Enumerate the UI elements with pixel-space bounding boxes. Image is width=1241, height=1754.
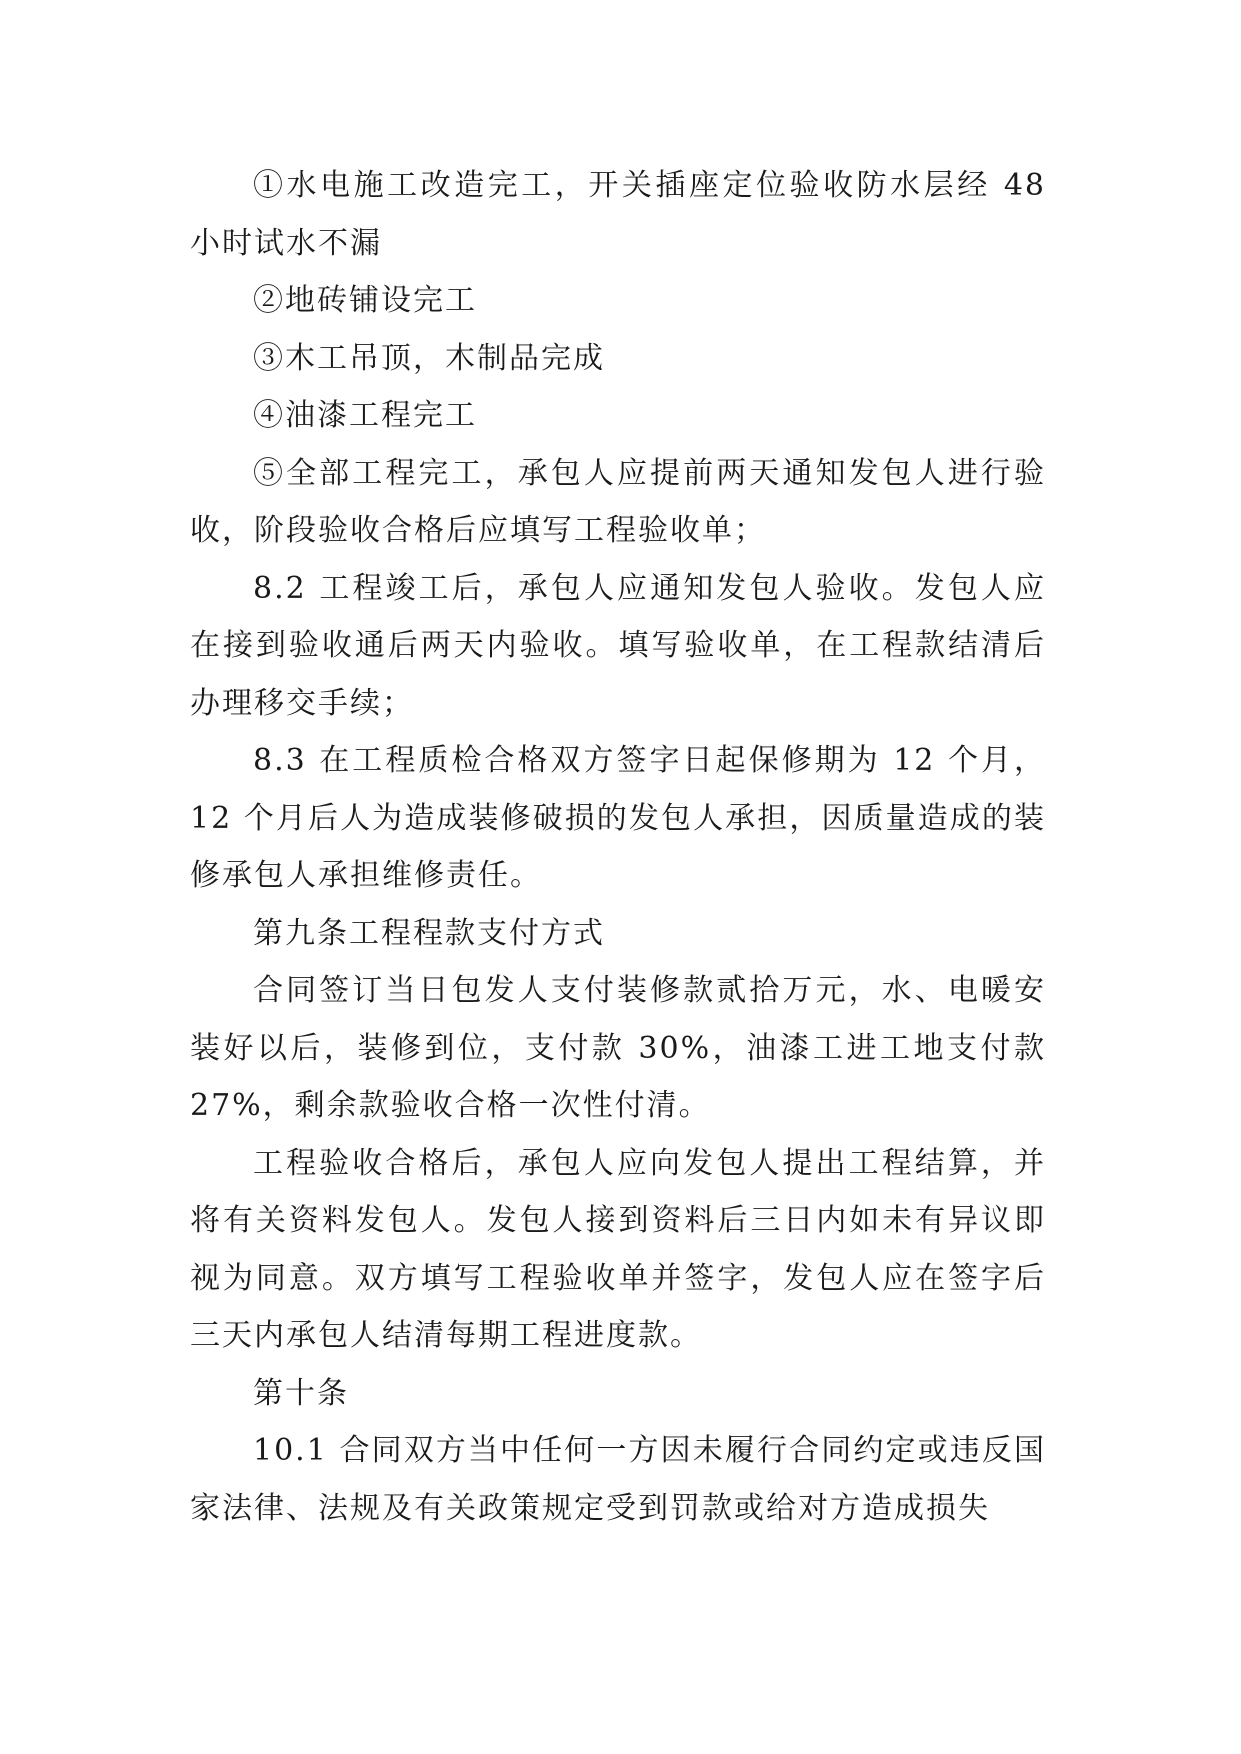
clause-10-1: 10.1 合同双方当中任何一方因未履行合同约定或违反国家法律、法规及有关政策规定受到罚款或给对方造成损失 — [190, 1433, 1046, 1526]
settlement-paragraph: 工程验收合格后，承包人应向发包人提出工程结算，并将有关资料发包人。发包人接到资料后三日内如未有异议即视为同意。双方填写工程验收单并签字，发包人应在签字后三天内承包人结清每期工程进度款。 — [190, 1145, 1046, 1353]
payment-terms-paragraph: 合同签订当日包发人支付装修款贰拾万元，水、电暖安装好以后，装修到位，支付款 30%，油漆工进工地支付款 27%，剩余款验收合格一次性付清。 — [190, 973, 1046, 1123]
paragraph-item-2: ②地砖铺设完工 — [253, 283, 477, 318]
clause-8-2: 8.2 工程竣工后，承包人应通知发包人验收。发包人应在接到验收通后两天内验收。填写验收单，在工程款结清后办理移交手续； — [190, 570, 1046, 721]
paragraph-item-4: ④油漆工程完工 — [253, 398, 477, 433]
clause-8-3: 8.3 在工程质检合格双方签字日起保修期为 12 个月，12 个月后人为造成装修破损的发包人承担，因质量造成的装修承包人承担维修责任。 — [190, 743, 1046, 893]
document-body — [190, 157, 1046, 1537]
paragraph-item-1: ①水电施工改造完工，开关插座定位验收防水层经 48 小时试水不漏 — [190, 168, 1046, 261]
paragraph-item-5: ⑤全部工程完工，承包人应提前两天通知发包人进行验收，阶段验收合格后应填写工程验收单； — [190, 455, 1046, 548]
paragraph-item-3: ③木工吊顶，木制品完成 — [253, 340, 605, 376]
article-10-heading: 第十条 — [253, 1375, 349, 1411]
article-9-heading: 第九条工程程款支付方式 — [253, 915, 605, 951]
